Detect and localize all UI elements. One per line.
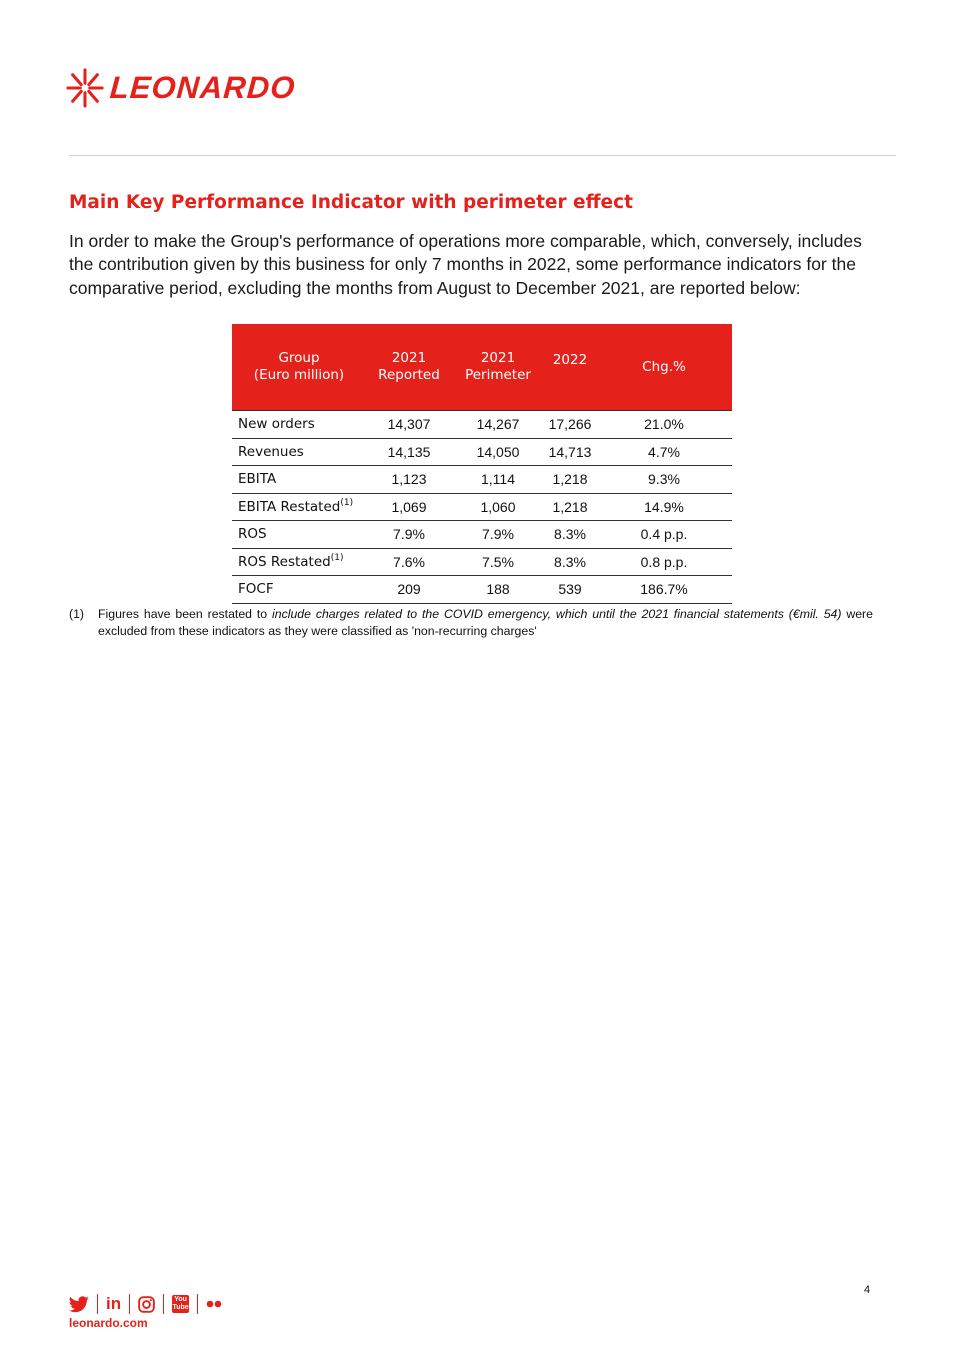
- leonardo-sunburst-icon: [66, 66, 104, 110]
- cell-perimeter: 1,114: [452, 466, 544, 494]
- cell-perimeter: 1,060: [452, 493, 544, 521]
- table-row: [232, 576, 732, 604]
- cell-reported: 14,135: [366, 438, 452, 466]
- instagram-icon[interactable]: [138, 1294, 155, 1314]
- cell-perimeter: 14,050: [452, 438, 544, 466]
- footnote-ref: (1): [340, 497, 354, 508]
- cell-2022: 1,218: [544, 493, 596, 521]
- row-label: FOCF: [232, 576, 366, 604]
- separator: [129, 1294, 130, 1314]
- row-label: ROS Restated$^{(1)}$: [232, 548, 366, 576]
- separator: [163, 1294, 164, 1314]
- social-links: [69, 1294, 222, 1314]
- youtube-icon[interactable]: You Tube: [172, 1296, 189, 1311]
- cell-reported: 1,123: [366, 466, 452, 494]
- logo-wordmark: LEONARDO: [108, 70, 297, 105]
- cell-reported: 14,307: [366, 411, 452, 439]
- header-divider: [69, 155, 896, 156]
- table-row: [232, 521, 732, 549]
- cell-reported: 1,069: [366, 493, 452, 521]
- cell-2022: 14,713: [544, 438, 596, 466]
- cell-perimeter: 7.9%: [452, 521, 544, 549]
- table-row: [232, 548, 732, 576]
- header-group: Group (Euro million): [232, 324, 366, 411]
- cell-reported: 7.6%: [366, 548, 452, 576]
- linkedin-icon[interactable]: in: [106, 1294, 122, 1313]
- kpi-table: [232, 324, 732, 604]
- separator: [97, 1294, 98, 1314]
- cell-change: 186.7%: [596, 576, 732, 604]
- cell-perimeter: 7.5%: [452, 548, 544, 576]
- table-header-row: [232, 324, 732, 411]
- table-row: [232, 493, 732, 521]
- leonardo-logo: [66, 66, 295, 110]
- section-title: Main Key Performance Indicator with perimeter effect: [69, 192, 633, 213]
- intro-paragraph: In order to make the Group's performance of operations more comparable, which, conversely, includes the contribution given by this business for only 7 months in 2022, some performance indicators for the comparative period, excluding the months from August to December 2021, are reported below:: [69, 231, 862, 298]
- header-2022: 2022: [544, 324, 596, 411]
- header-change: Chg.%: [596, 324, 732, 411]
- flickr-icon[interactable]: [206, 1294, 222, 1314]
- row-label: Revenues: [232, 438, 366, 466]
- table-row: [232, 438, 732, 466]
- cell-2022: 8.3%: [544, 548, 596, 576]
- cell-2022: 8.3%: [544, 521, 596, 549]
- page-number: 4: [864, 1284, 871, 1296]
- row-label: New orders: [232, 411, 366, 439]
- cell-reported: 209: [366, 576, 452, 604]
- cell-change: 0.8 p.p.: [596, 548, 732, 576]
- cell-change: 9.3%: [596, 466, 732, 494]
- cell-change: 4.7%: [596, 438, 732, 466]
- footnote-text: Figures have been restated to include charges related to the COVID emergency, which until the 2021 financial statements (€mil. 54) were excluded from these indicators as they were classified as 'non-recurring charges': [98, 607, 873, 638]
- cell-change: 0.4 p.p.: [596, 521, 732, 549]
- table-row: [232, 411, 732, 439]
- header-2021-reported: 2021 Reported: [366, 324, 452, 411]
- row-label: EBITA Restated$^{(1)}$: [232, 493, 366, 521]
- cell-2022: 1,218: [544, 466, 596, 494]
- row-label: EBITA: [232, 466, 366, 494]
- twitter-icon[interactable]: [69, 1294, 89, 1314]
- cell-change: 14.9%: [596, 493, 732, 521]
- cell-2022: 539: [544, 576, 596, 604]
- footnote-number: (1): [69, 607, 85, 621]
- table-row: [232, 466, 732, 494]
- cell-2022: 17,266: [544, 411, 596, 439]
- header-2021-perimeter: 2021 Perimeter: [452, 324, 544, 411]
- footnote-ref: (1): [330, 552, 344, 563]
- cell-reported: 7.9%: [366, 521, 452, 549]
- website-link[interactable]: leonardo.com: [69, 1316, 148, 1330]
- cell-perimeter: 188: [452, 576, 544, 604]
- footnote: [69, 606, 873, 640]
- separator: [197, 1294, 198, 1314]
- cell-change: 21.0%: [596, 411, 732, 439]
- cell-perimeter: 14,267: [452, 411, 544, 439]
- row-label: ROS: [232, 521, 366, 549]
